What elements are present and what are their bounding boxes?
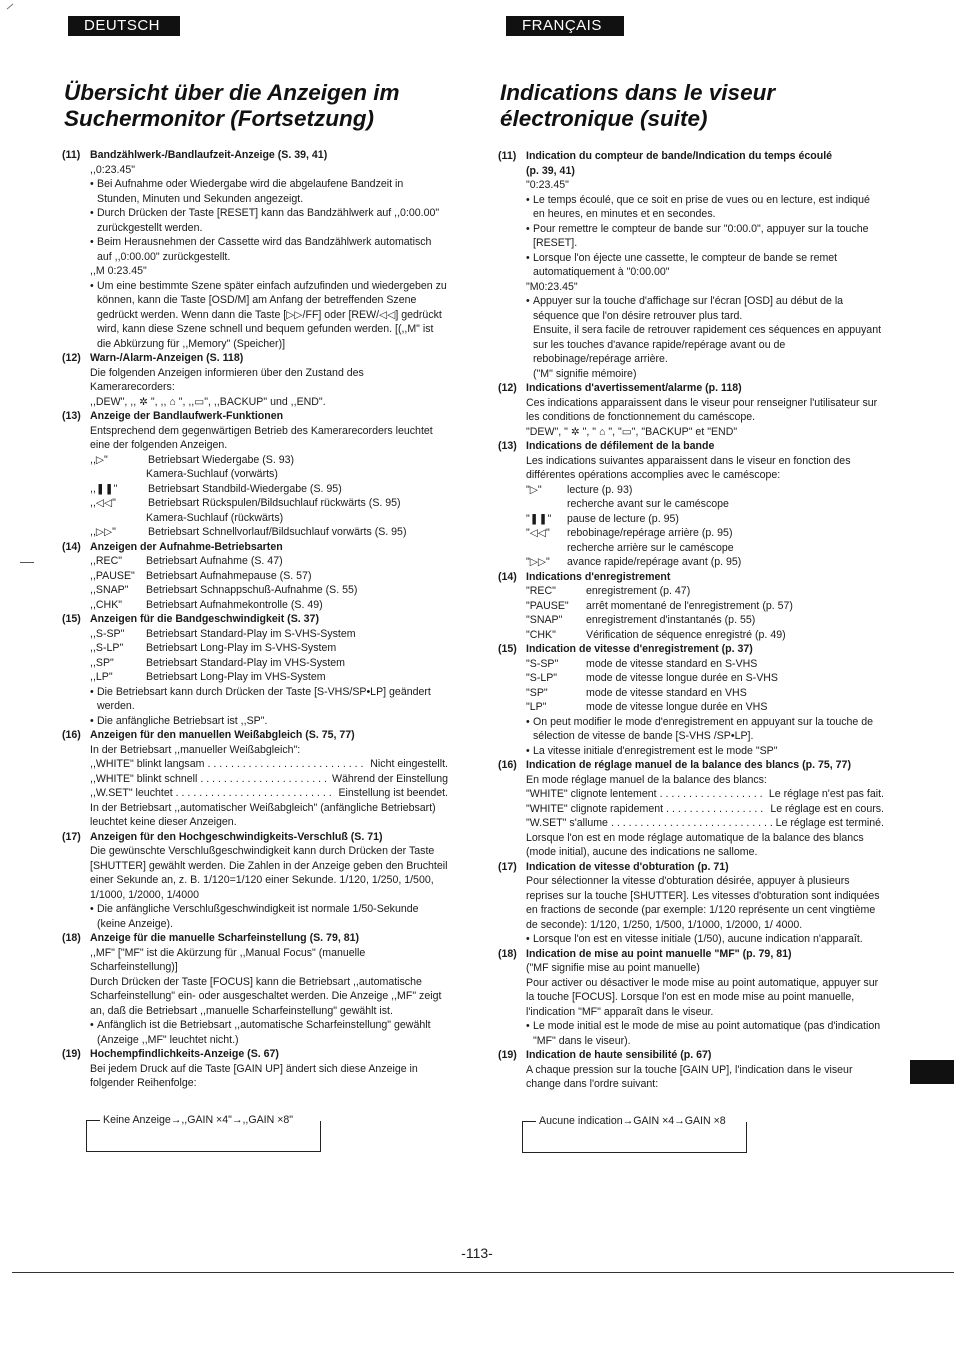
section-15-de: (15) Anzeigen für die Bandgeschwindigkeit (S. 37) ,,S-SP" Betriebsart Standard-Play im S-VHS-System ,,S-LP" Betriebsart Long-Play im S-VHS-System ,,SP" Betriebsart Standard-Play im VHS-System ,,LP" Betriebsart Long-Play im VHS-System • Die Betriebsart kann durch Drücken der Taste [S-VHS/SP•LP] geändert werden. • Die anfängliche Betriebsart ist ,,SP". (62, 612, 448, 728)
section-14-fr: (14) Indications d'enregistrement "REC" enregistrement (p. 47) "PAUSE" arrêt momentané de l'enregistrement (p. 57) "SNAP" enregistrement d'instantanés (p. 55) "CHK" Vérification de séquence enregistré (p. 49) (498, 570, 793, 641)
section-13-fr: (13) Indications de défilement de la bande Les indications suivantes apparaissent dans le viseur en fonction des différentes opérations accomplies avec le caméscope: "▷" lecture (p. 93) recherche avant sur le caméscope "❚❚" pause de lecture (p. 95) "◁◁" rebobinage/repérage arrière (p. 95) recherche arrière sur le caméscope "▷▷" avance rapide/repérage avant (p. 95) (498, 440, 851, 568)
section-19-fr: (19) Indication de haute sensibilité (p. 67) A chaque pression sur la touche [GAIN UP], l'indication dans le viseur change dans l'ordre suivant: Aucune indication→GAIN ×4→GAIN ×8 (498, 1048, 884, 1153)
page-title-de: Übersicht über die Anzeigen im Suchermonitor (Fortsetzung) (64, 80, 400, 131)
section-heading: Bandzählwerk-/Bandlaufzeit-Anzeige (S. 39, 41) (90, 149, 328, 161)
section-heading: Indication de mise au point manuelle "MF" (p. 79, 81) (526, 947, 792, 960)
section-heading: Indication de vitesse d'obturation (p. 71) (526, 860, 729, 873)
gain-sequence-diagram-fr: Aucune indication→GAIN ×4→GAIN ×8 (522, 1122, 747, 1153)
section-16-de: (16) Anzeigen für den manuellen Weißabgleich (S. 75, 77) In der Betriebsart ,,manueller Weißabgleich": ,,WHITE" blinkt langsam . . . Nicht eingestellt. ,,WHITE" blinkt schnell . . . Während der Einstellung ,,W.SET" leuchtet . . . Einstellung ist beendet. In der Betriebsart ,,automatischer Weißabgleich" (anfängliche Betriebsart) leuchtet keine dieser Anzeigen. (62, 728, 448, 830)
section-heading: Anzeige der Bandlaufwerk-Funktionen (90, 410, 284, 422)
section-heading: Indications d'avertissement/alarme (p. 118) (526, 382, 742, 394)
section-11-fr: (11) Indication du compteur de bande/Indication du temps écoulé (p. 39, 41) "0:23.45" • Le temps écoulé, que ce soit en prise de vues ou en lecture, est indiqué en heures, en minutes et en secondes. • Pour remettre le compteur de bande sur "0:00.0", appuyer sur la touche [RESET]. • Lorsque l'on éjecte une cassette, le compteur de bande se remet automatiquement à "0:00.00" "M0:23.45" • Appuyer sur la touche d'affichage sur l'écran [OSD] au début de la séquence que l'on désire retrouver plus tard. Ensuite, il sera facile de retrouver rapidement ces séquences en appuyant sur les touches d'avance rapide/repérage avant ou de rebobinage/repérage arrière. ("M" signifie mémoire) (498, 149, 884, 381)
section-heading: Anzeige für die manuelle Scharfeinstellung (S. 79, 81) (90, 932, 360, 944)
section-18-de: (18) Anzeige für die manuelle Scharfeinstellung (S. 79, 81) ,,MF" ["MF" ist die Akürzung für ,,Manual Focus" (manuelle Scharfeinstellung)] Durch Drücken der Taste [FOCUS] kann die Betriebsart ,,automatische Scharfeinstellung" ein- oder ausgeschaltet werden. Die Anzeige ,,MF" zeigt an, daß die Betriebsart ,,manuelle Scharfeinstellung" gewählt ist. • Anfänglich ist die Betriebsart ,,automatische Scharfeinstellung" gewählt (Anzeige ,,MF" leuchtet nicht.) (62, 931, 448, 1047)
section-heading: Indication de vitesse d'enregistrement (p. 37) (526, 643, 753, 655)
margin-mark (20, 562, 34, 563)
section-12-de: (12) Warn-/Alarm-Anzeigen (S. 118) Die folgenden Anzeigen informieren über den Zustand des Kamerarecorders: ,,DEW", ,, ✲ ", ,, ⌂ ", ,,▭", ,,BACKUP" und ,,END". (62, 352, 364, 408)
section-18-fr: (18) Indication de mise au point manuelle "MF" (p. 79, 81) ("MF signifie mise au point manuelle) Pour activer ou désactiver le mode mise au point automatique, appuyer sur la touche [FOCUS]. Lorsque l'on est en mode mise au point manuelle, l'indication "MF" apparaît dans le viseur. • Le mode initial est le mode de mise au point automatique (pas d'indication "MF" dans le viseur). (498, 947, 884, 1049)
section-15-fr: (15) Indication de vitesse d'enregistrement (p. 37) "S-SP" mode de vitesse standard en S-VHS "S-LP" mode de vitesse longue durée en S-VHS "SP" mode de vitesse standard en VHS "LP" mode de vitesse longue durée en VHS • On peut modifier le mode d'enregistrement en appuyant sur la touche de sélection de vitesse de bande [S-VHS /SP•LP]. • La vitesse initiale d'enregistrement est le mode "SP" (498, 642, 884, 758)
section-16-fr: (16) Indication de réglage manuel de la balance des blancs (p. 75, 77) En mode réglage manuel de la balance des blancs: "WHITE" clignote lentement . . . Le réglage n'est pas fait. "WHITE" clignote rapidement . . . Le réglage est en cours. "W.SET" s'allume . . . Le réglage est terminé. Lorsque l'on est en mode réglage automatique de la balance des blancs (mode initial), aucune des indications ne sallome. (498, 758, 884, 860)
gain-sequence-diagram-de: Keine Anzeige→,,GAIN ×4"→,,GAIN ×8" (86, 1121, 321, 1152)
corner-mark (7, 4, 14, 10)
section-heading: Indication du compteur de bande/Indication du temps écoulé (526, 150, 833, 162)
section-heading: Anzeigen für den manuellen Weißabgleich (S. 75, 77) (90, 729, 355, 741)
section-heading: Anzeigen der Aufnahme-Betriebsarten (90, 540, 283, 553)
language-tab-francais: FRANÇAIS (506, 16, 624, 36)
section-12-fr: (12) Indications d'avertissement/alarme (p. 118) Ces indications apparaissent dans le viseur pour renseigner l'utilisateur sur les conditions de fonctionnement du caméscope. "DEW", " ✲ ", " ⌂ ", "▭", "BACKUP" et "END" (498, 382, 878, 438)
content-de (62, 148, 448, 1152)
content-fr (498, 149, 884, 1153)
section-heading: Hochempfindlichkeits-Anzeige (S. 67) (90, 1048, 279, 1060)
section-19-de: (19) Hochempfindlichkeits-Anzeige (S. 67) Bei jedem Druck auf die Taste [GAIN UP] ändert sich diese Anzeige in folgender Reihenfolge: Keine Anzeige→,,GAIN ×4"→,,GAIN ×8" (62, 1047, 448, 1152)
footer-rule (12, 1272, 954, 1273)
page-number: -113- (461, 1245, 493, 1261)
page-title-fr: Indications dans le viseur électronique (suite) (500, 80, 776, 131)
section-heading: Anzeigen für den Hochgeschwindigkeits-Verschluß (S. 71) (90, 830, 383, 843)
section-14-de: (14) Anzeigen der Aufnahme-Betriebsarten ,,REC" Betriebsart Aufnahme (S. 47) ,,PAUSE" Betriebsart Aufnahmepause (S. 57) ,,SNAP" Betriebsart Schnappschuß-Aufnahme (S. 55) ,,CHK" Betriebsart Aufnahmekontrolle (S. 49) (62, 540, 358, 611)
section-heading: Indications de défilement de la bande (526, 440, 715, 452)
section-heading: Indication de haute sensibilité (p. 67) (526, 1049, 712, 1061)
section-edge-tab (910, 1060, 954, 1084)
section-heading: Warn-/Alarm-Anzeigen (S. 118) (90, 352, 244, 364)
section-heading: Indication de réglage manuel de la balance des blancs (p. 75, 77) (526, 759, 851, 771)
section-11-de: (11) Bandzählwerk-/Bandlaufzeit-Anzeige (S. 39, 41) ,,0:23.45" • Bei Aufnahme oder Wiedergabe wird die abgelaufene Bandzeit in Stunden, Minuten und Sekunden angezeigt. • Durch Drücken der Taste [RESET] kann das Bandzählwerk auf ,,0:00.00" zurückgestellt werden. • Beim Herausnehmen der Cassette wird das Bandzählwerk automatisch auf ,,0:00.00" zurückgestellt. ,,M 0:23.45" • Um eine bestimmte Szene später einfach aufzufinden und wiedergeben zu können, kann die Taste [OSD/M] am Anfang der betreffenden Szene gedrückt werden. Wenn dann die Taste [▷▷/FF] oder [REW/◁◁] gedrückt wird, kann diese Szene schnell und bequem gefunden werden. [(,,M" ist die Abkürzung für ,,Memory" (Speicher)] (62, 148, 448, 351)
section-13-de: (13) Anzeige der Bandlaufwerk-Funktionen Entsprechend dem gegenwärtigen Betrieb des Kamerarecorders leuchtet eine der folgenden Anzeigen. ,,▷" Betriebsart Wiedergabe (S. 93) Kamera-Suchlauf (vorwärts) ,,❚❚" Betriebsart Standbild-Wiedergabe (S. 95) ,,◁◁" Betriebsart Rückspulen/Bildsuchlauf rückwärts (S. 95) Kamera-Suchlauf (rückwärts) ,,▷▷" Betriebsart Schnellvorlauf/Bildsuchlauf vorwärts (S. 95) (62, 410, 433, 538)
section-heading: Indications d'enregistrement (526, 570, 671, 583)
section-17-de: (17) Anzeigen für den Hochgeschwindigkeits-Verschluß (S. 71) Die gewünschte Verschlußgeschwindigkeit kann durch Drücken der Taste [SHUTTER] gewählt werden. Die Zahlen in der Anzeige geben den Bruchteil einer Sekunde an, z. B. 1/120=1/120 einer Sekunde. 1/120, 1/250, 1/500, 1/1000, 1/2000, 1/4000 • Die anfängliche Verschlußgeschwindigkeit ist normale 1/50-Sekunde (keine Anzeige). (62, 830, 448, 932)
language-tab-deutsch: DEUTSCH (68, 16, 180, 36)
section-17-fr: (17) Indication de vitesse d'obturation (p. 71) Pour sélectionner la vitesse d'obturation désirée, appuyer à plusieurs reprises sur la touche [SHUTTER]. Les vitesses d'obturation sont indiquées en fractions de seconde (par exemple: 1/120 représente un cent vingtième de seconde): 1/120, 1/250, 1/500, 1/1000, 1/2000, 1/ 4000. • Lorsque l'on est en vitesse initiale (1/50), aucune indication n'apparaît. (498, 860, 884, 947)
section-heading: Anzeigen für die Bandgeschwindigkeit (S. 37) (90, 613, 319, 625)
